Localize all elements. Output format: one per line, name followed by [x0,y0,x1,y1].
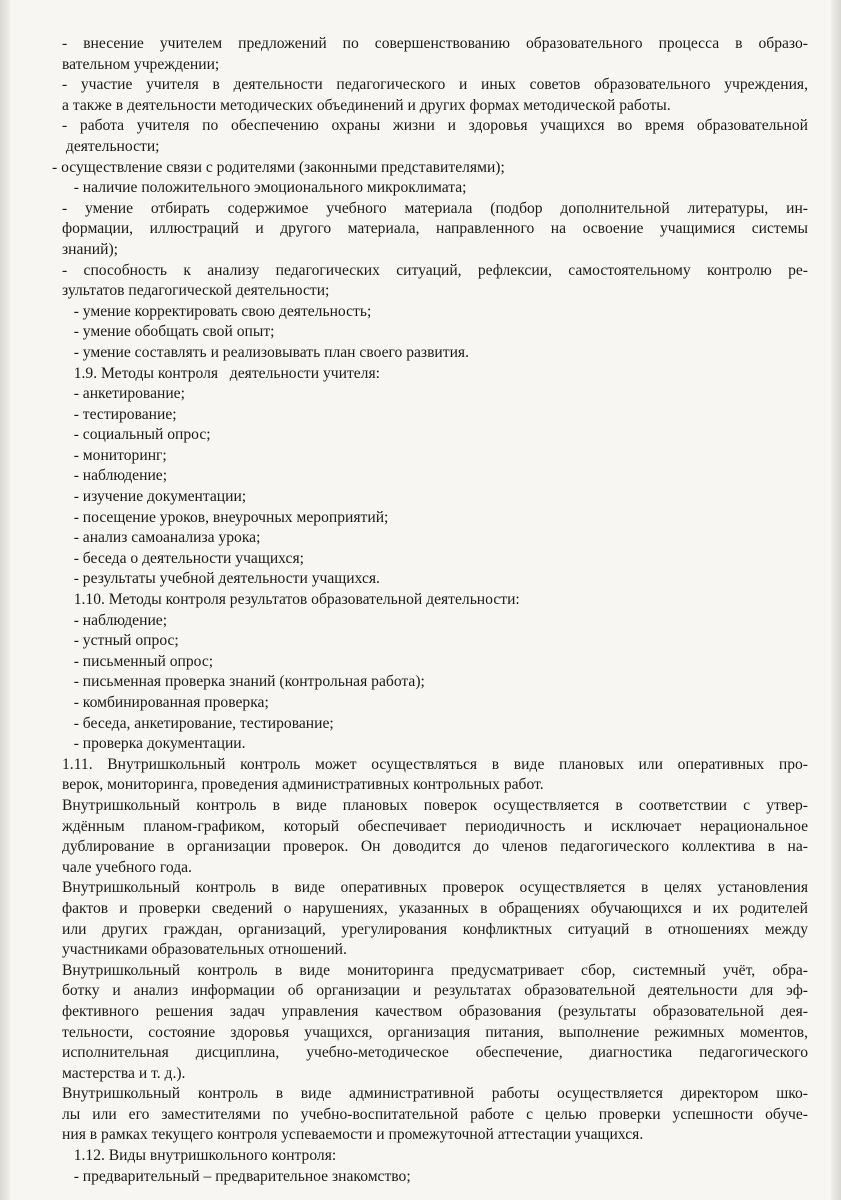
text-line: - беседа о деятельности учащихся; [62,549,304,567]
text-line: - способность к анализу педагогических ситуаций, рефлексии, самостоятельному контролю ре- [62,261,808,279]
scan-edge-right [831,0,841,1200]
text-line: Внутришкольный контроль в виде административной работы осуществляется директором шко- [62,1085,808,1103]
text-line: - анализ самоанализа урока; [62,529,261,547]
text-line: - наблюдение; [62,611,168,629]
scan-edge-left [0,0,10,1200]
text-line: - устный опрос; [62,632,179,650]
text-line: тельности, состояние здоровья учащихся, организация питания, выполнение режимных моментов, [62,1023,808,1041]
text-line: - письменная проверка знаний (контрольная работа); [62,673,425,691]
text-line: мастерства и т. д.). [62,1064,186,1082]
text-line: или других граждан, организаций, урегулирования конфликтных ситуаций в отношениях между [62,920,808,938]
text-line: а также в деятельности методических объединений и других формах методической работы. [62,96,671,114]
text-line: формации, иллюстраций и другого материала, направленного на освоение учащимися системы [62,220,808,238]
text-line: 1.12. Виды внутришкольного контроля: [62,1147,337,1165]
text-line: зультатов педагогической деятельности; [62,282,330,300]
text-line: - тестирование; [62,405,177,423]
text-line: - результаты учебной деятельности учащихся. [62,570,380,588]
text-line: - участие учителя в деятельности педагогического и иных советов образовательного учреждения, [62,76,808,94]
text-line: - письменный опрос; [62,652,214,670]
text-line: - умение отбирать содержимое учебного материала (подбор дополнительной литературы, ин- [62,199,808,217]
text-line: ния в рамках текущего контроля успеваемости и промежуточной аттестации учащихся. [62,1126,644,1144]
text-line: деятельности; [62,137,160,155]
text-line: - проверка документации. [62,735,246,753]
text-line: - анкетирование; [62,385,185,403]
text-line: - умение корректировать свою деятельность; [62,302,372,320]
text-line: верок, мониторинга, проведения административных контрольных работ. [62,776,544,794]
text-line: - комбинированная проверка; [62,694,269,711]
text-line: дублирование в организации проверок. Он доводится до членов педагогического коллектива в на- [62,838,808,856]
text-line: - социальный опрос; [62,426,211,444]
text-line: ботку и анализ информации об организации и результатах образовательной деятельности для эф- [62,982,808,1000]
text-line: - посещение уроков, внеурочных мероприятий; [62,508,389,526]
text-line: 1.10. Методы контроля результатов образовательной деятельности: [62,591,520,609]
text-line: Внутришкольный контроль в виде плановых поверок осуществляется в соответствии с утвер- [62,796,808,814]
text-line: Внутришкольный контроль в виде оперативных проверок осуществляется в целях установления [62,879,808,897]
text-line: - предварительный – предварительное знакомство; [62,1167,411,1185]
text-line: исполнительная дисциплина, учебно-методическое обеспечение, диагностика педагогического [62,1044,808,1062]
text-line: фективного решения задач управления качеством образования (результаты образовательной дея- [62,1002,808,1020]
text-line: - наличие положительного эмоционального микроклимата; [62,179,467,197]
text-line: - изучение документации; [62,488,247,506]
document-page [52,34,808,1187]
text-line: - работа учителя по обеспечению охраны жизни и здоровья учащихся во время образовательной [62,117,808,135]
text-line: чале учебного года. [62,858,192,876]
text-line: - наблюдение; [62,467,168,485]
text-line: - мониторинг; [62,446,167,464]
text-line: знаний); [62,240,118,258]
text-line: Внутришкольный контроль в виде мониторинга предусматривает сбор, системный учёт, обра- [62,961,808,979]
text-line: 1.9. Методы контроля деятельности учителя: [62,364,380,382]
text-line: - беседа, анкетирование, тестирование; [62,714,334,732]
text-line: фактов и проверки сведений о нарушениях, указанных в обращениях обучающихся и их родителей [62,899,808,917]
text-line: 1.11. Внутришкольный контроль может осуществляться в виде плановых или оперативных про- [62,755,808,773]
text-line: ждённым планом-графиком, который обеспечивает периодичность и исключает нерациональное [62,817,808,835]
text-line: вательном учреждении; [62,55,220,73]
text-line: - умение составлять и реализовывать план своего развития. [62,343,470,361]
text-line: участниками образовательных отношений. [62,941,347,959]
text-line: - умение обобщать свой опыт; [62,323,275,341]
text-line: - внесение учителем предложений по совершенствованию образовательного процесса в образо- [62,35,808,52]
text-line: - осуществление связи с родителями (законными представителями); [52,158,505,176]
text-line: лы или его заместителями по учебно-воспитательной работе с целью проверки успешности обуче- [62,1105,808,1123]
